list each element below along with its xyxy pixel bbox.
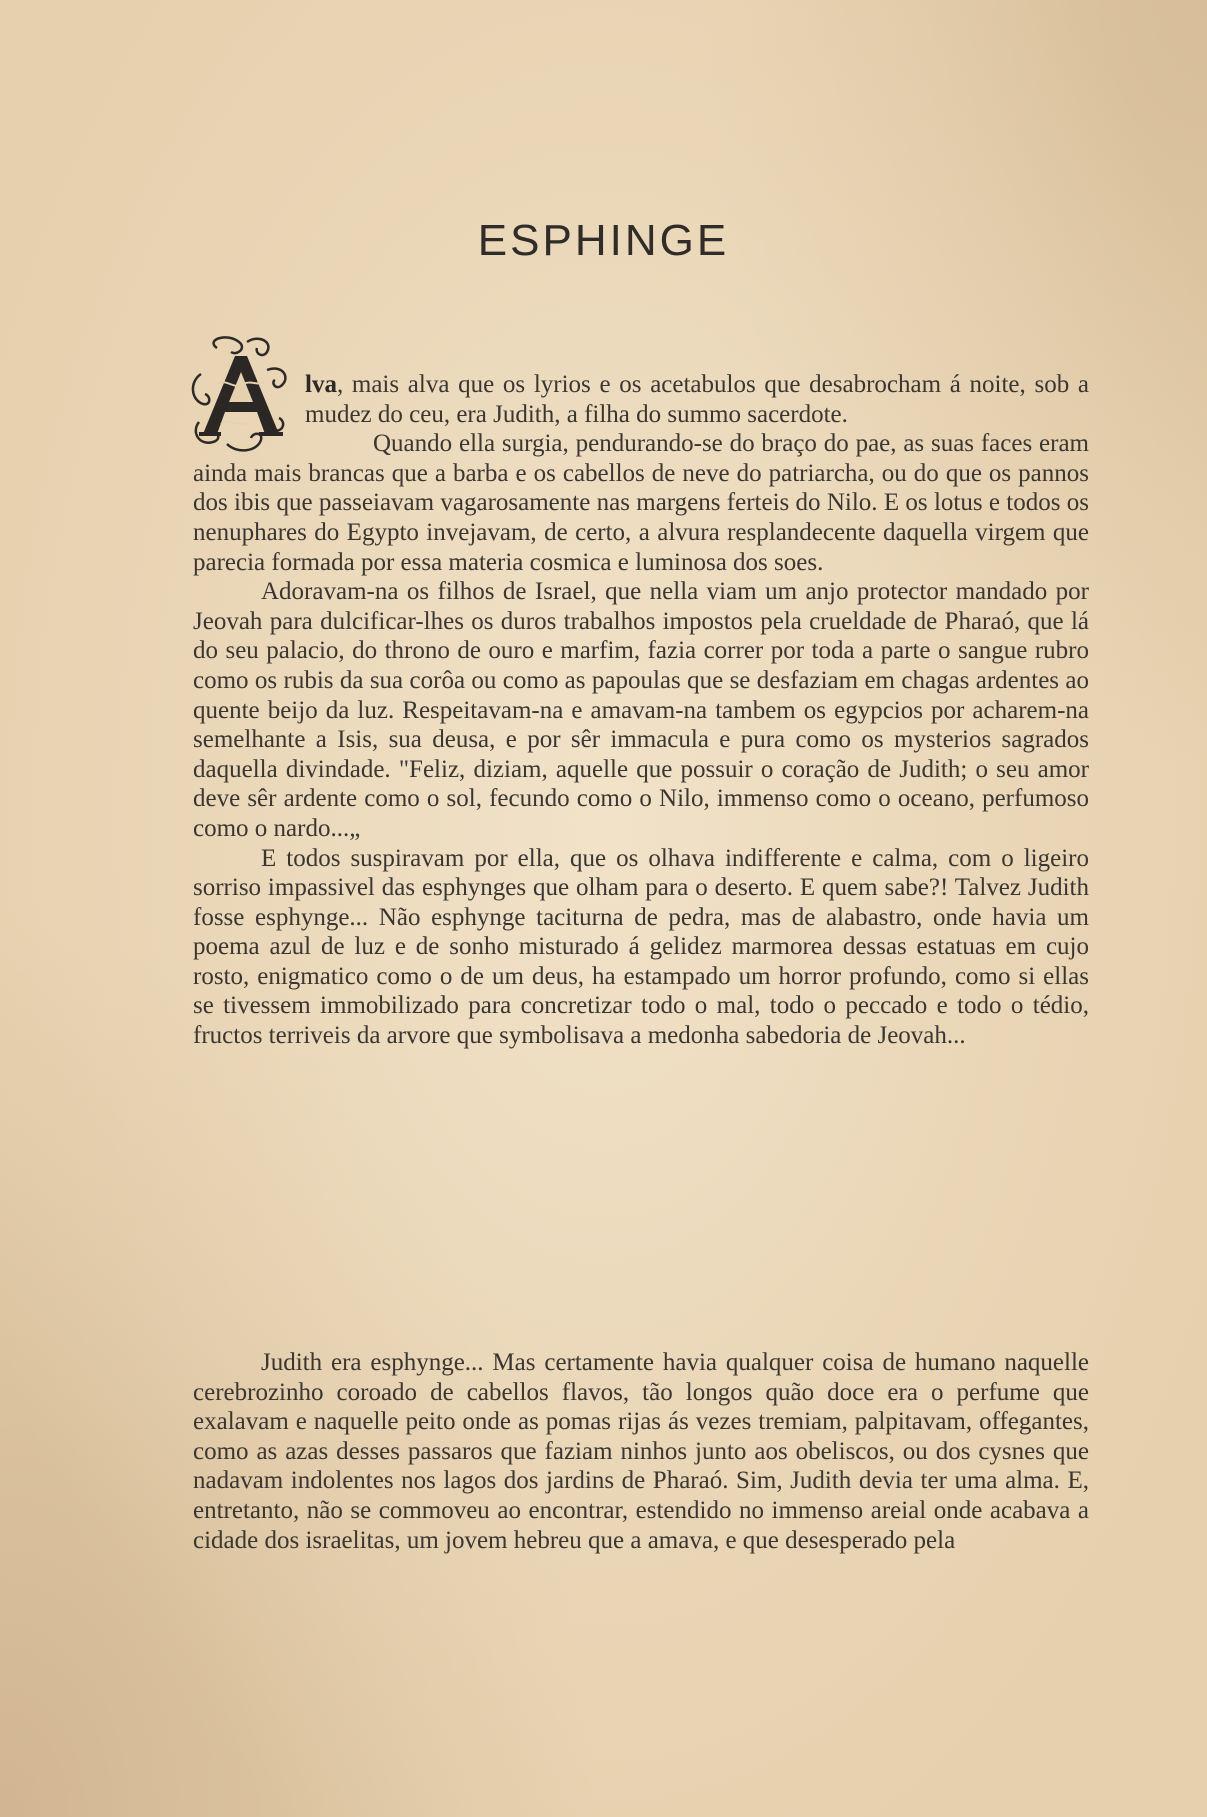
- paragraph-4: E todos suspiravam por ella, que os olhava indifferente e calma, com o ligeiro sorriso impassivel das esphynges que olham para o deserto. E quem sabe?! Talvez Judith fosse esphynge... Não esphynge taciturna de pedra, mas de alabastro, onde havia um poema azul de luz e de sonho misturado á gelidez marmorea dessas estatuas em cujo rosto, enigmatico como o de um deus, ha estampado um horror profundo, como si ellas se tivessem immobilizado para concretizar todo o mal, todo o peccado e todo o tédio, fructos terriveis da arvore que symbolisava a medonha sabedoria de Jeovah...: [193, 844, 1089, 1050]
- paragraph-5: Judith era esphynge... Mas certamente havia qualquer coisa de humano naquelle cerebrozinho coroado de cabellos flavos, tão longos quão doce era o perfume que exalavam e naquelle peito onde as pomas rijas ás vezes tremiam, palpitavam, offegantes, como as azas desses passaros que faziam ninhos junto aos obeliscos, ou dos cysnes que nadavam indolentes nos lagos dos jardins de Pharaó. Sim, Judith devia ter uma alma. E, entretanto, não se commoveu ao encontrar, estendido no immenso areial onde acabava a cidade dos israelitas, um jovem hebreu que a amava, e que desesperado pela: [193, 1349, 1089, 1554]
- section-2: [193, 1348, 1089, 1555]
- section-1: [193, 370, 1089, 1051]
- paragraph-1-text: , mais alva que os lyrios e os acetabulos que desabrocham á noite, sob a mudez do ceu, era Judith, a filha do summo sacerdote.: [305, 371, 1089, 428]
- lead-word: lva: [305, 371, 337, 398]
- paragraph-2: Quando ella surgia, pendurando-se do braço do pae, as suas faces eram ainda mais brancas que a barba e os cabellos de neve do patriarcha, ou do que os pannos dos ibis que passeiavam vagarosamente nas margens ferteis do Nilo. E os lotus e todos os nenuphares do Egypto invejavam, de certo, a alvura resplandecente daquella virgem que parecia formada por essa materia cosmica e luminosa dos soes.: [193, 430, 1089, 576]
- paragraph-1: [193, 370, 1089, 429]
- ornamental-dropcap-a-icon: [187, 334, 295, 452]
- paragraph-3: Adoravam-na os filhos de Israel, que nella viam um anjo protector mandado por Jeovah para dulcificar-lhes os duros trabalhos impostos pela crueldade de Pharaó, que lá do seu palacio, do throno de ouro e marfim, fazia correr por toda a parte o sangue rubro como os rubis da sua corôa ou como as papoulas que se desfaziam em chagas ardentes ao quente beijo da luz. Respeitavam-na e amavam-na tambem os egypcios por acharem-na semelhante a Isis, sua deusa, e por sêr immacula e pura como os mysterios sagrados daquella divindade. "Feliz, diziam, aquelle que possuir o coração de Judith; o seu amor deve sêr ardente como o sol, fecundo como o Nilo, immenso como o oceano, perfumoso como o nardo...„: [193, 578, 1089, 842]
- chapter-title: ESPHINGE: [477, 216, 730, 265]
